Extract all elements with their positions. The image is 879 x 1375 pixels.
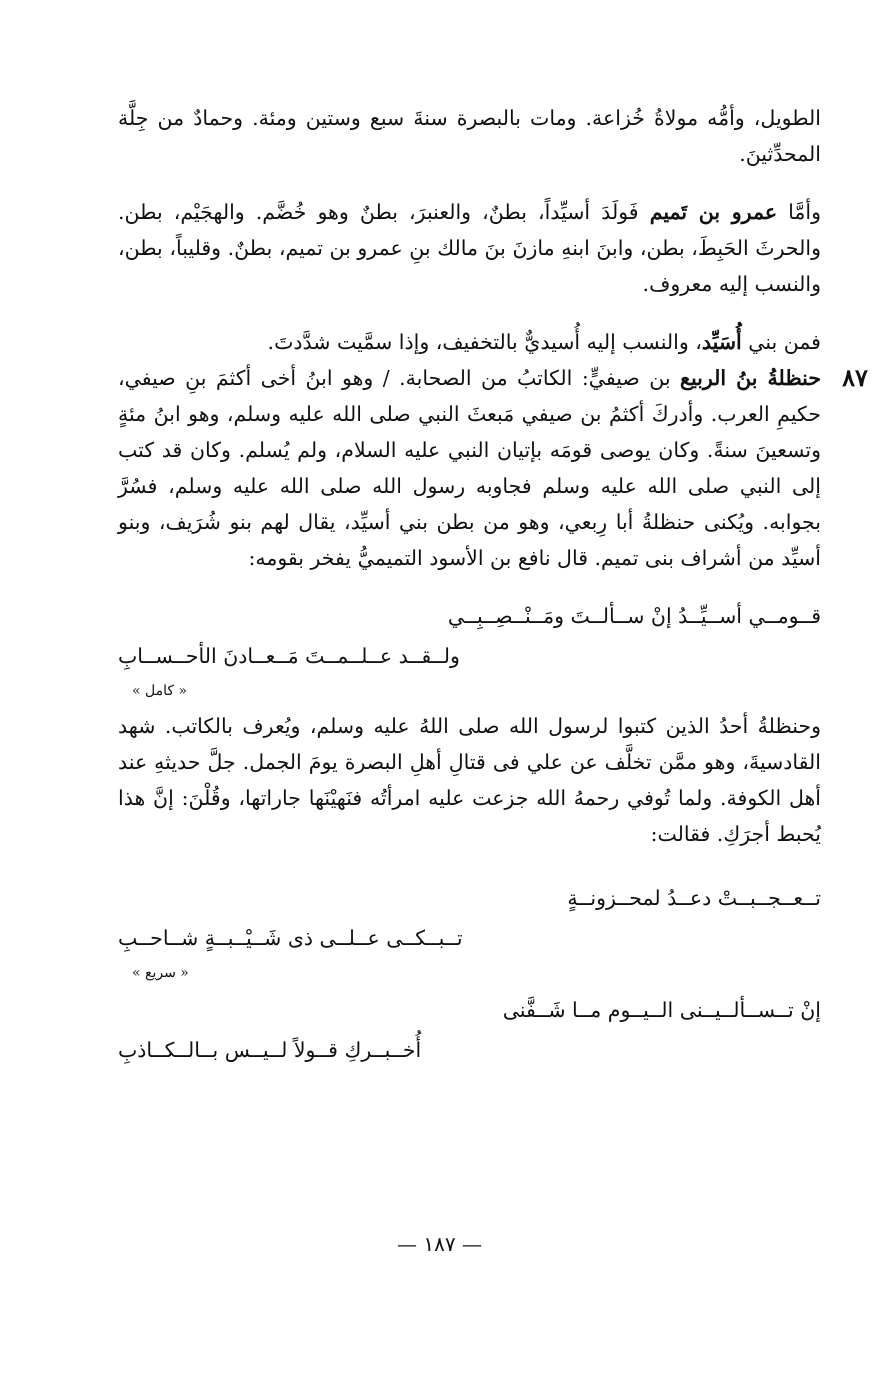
verse-first-hemistich: تــعــجــبــتْ دعــدُ لمحــزونــةٍ: [567, 886, 821, 910]
paragraph-rest: فَولَدَ أسيِّداً، بطنٌ، والعنبرَ، بطنٌ وهو خُضَّم. والهجَيْم، بطن. والحرثَ الحَبِطَ، بطن، وابنَ ابنهِ مازنَ بنَ مالك بنِ عمرو بن تميم، بطنٌ. وقليباً، بطن، والنسب إليه معروف.: [118, 200, 821, 296]
paragraph-hammad-text: الطويل، وأمُّه مولاةُ خُزاعة. ومات بالبصرة سنةَ سبع وستين ومئة. وحمادٌ من جِلَّة المحدِّثينَ.: [118, 106, 821, 166]
meter-label: « كامل »: [132, 683, 188, 699]
verse-second-hemistich: ولــقــد عــلــمــتَ مَــعــادنَ الأحــســابِ: [118, 644, 460, 668]
entry-name: حنظلةُ بنُ الربيع: [680, 366, 822, 390]
paragraph-rest: ، والنسب إليه أُسيديٌّ بالتخفيف، وإذا سمَّيت شدَّدتَ.: [267, 330, 702, 354]
paragraph-hammad: [118, 100, 821, 172]
verse-sari-2: [118, 990, 821, 1070]
paragraph-hanzala-text: وحنظلةُ أحدُ الذين كتبوا لرسول الله صلى اللهُ عليه وسلم، ويُعرف بالكاتب. شهد القادسيةَ، وهو ممَّن تخلَّف عن علي فى قتالِ أهلِ البصرة يومَ الجمل. جلَّ حديثهِ عند أهل الكوفة. ولما تُوفي رحمهُ الله جزعت عليه امرأتُه فنَهيْنَها جاراتها، وقُلْنَ: إنَّ هذا يُحبط أجرَكِ. فقالت:: [118, 714, 821, 846]
paragraph-lead: فمن بني: [748, 330, 821, 354]
page-body: [118, 100, 868, 1375]
paragraph-bani-usayyid: [118, 324, 821, 360]
verse-second-hemistich: أُخــبــركِ قــولاً لــيــس بــالــكــاذبِ: [118, 1038, 422, 1062]
paragraph-lead: وأمَّا: [788, 200, 821, 224]
paragraph-hanzala: [118, 708, 821, 852]
name-usayyid: أُسَيِّد: [701, 330, 742, 354]
name-amr-bin-tamim: عمرو بن تَميم: [649, 200, 778, 224]
verse-sari-1: [118, 878, 821, 958]
verse-first-hemistich: قــومــي أســيِّــدُ إنْ ســألــتَ ومَــنْــصِــبِــي: [447, 604, 821, 628]
entry-number: ٨٧: [842, 363, 868, 392]
verse-kamil: [118, 596, 821, 676]
meter-label: « سريع »: [132, 965, 189, 981]
entry-87: [118, 360, 868, 576]
paragraph-amr-bin-tamim: [118, 194, 821, 302]
page-number: — ١٨٧ —: [397, 1232, 482, 1256]
entry-body: بن صيفيٍّ: الكاتبُ من الصحابة. / وهو ابنُ أخى أكثمَ بنِ صيفي، حكيمِ العرب. وأدركَ أكثمُ بن صيفي مَبعثَ النبي صلى الله عليه وسلم، وهو ابنُ مئةٍ وتسعينَ سنةً. وكان يوصى قومَه بإتيان النبي عليه السلام، ولم يُسلم. وكان قد كتب إلى النبي صلى الله عليه وسلم فجاوبه رسول الله صلى الله عليه وسلم، فسُرَّ بجوابه. ويُكنى حنظلةُ أبا رِبعي، وهو من بطن بني أسيِّد، يقال لهم بنو شُرَيف، وبنو أسيِّد من أشراف بنى تميم. قال نافع بن الأسود التميميُّ يفخر بقومه:: [118, 366, 821, 570]
verse-first-hemistich: إنْ تــســألــيــنى الــيــوم مــا شَــفَّنى: [502, 998, 821, 1022]
verse-second-hemistich: تــبــكــى عــلــى ذى شَــيْــبــةٍ شــاحــبِ: [118, 926, 463, 950]
entry-text: [118, 360, 821, 576]
